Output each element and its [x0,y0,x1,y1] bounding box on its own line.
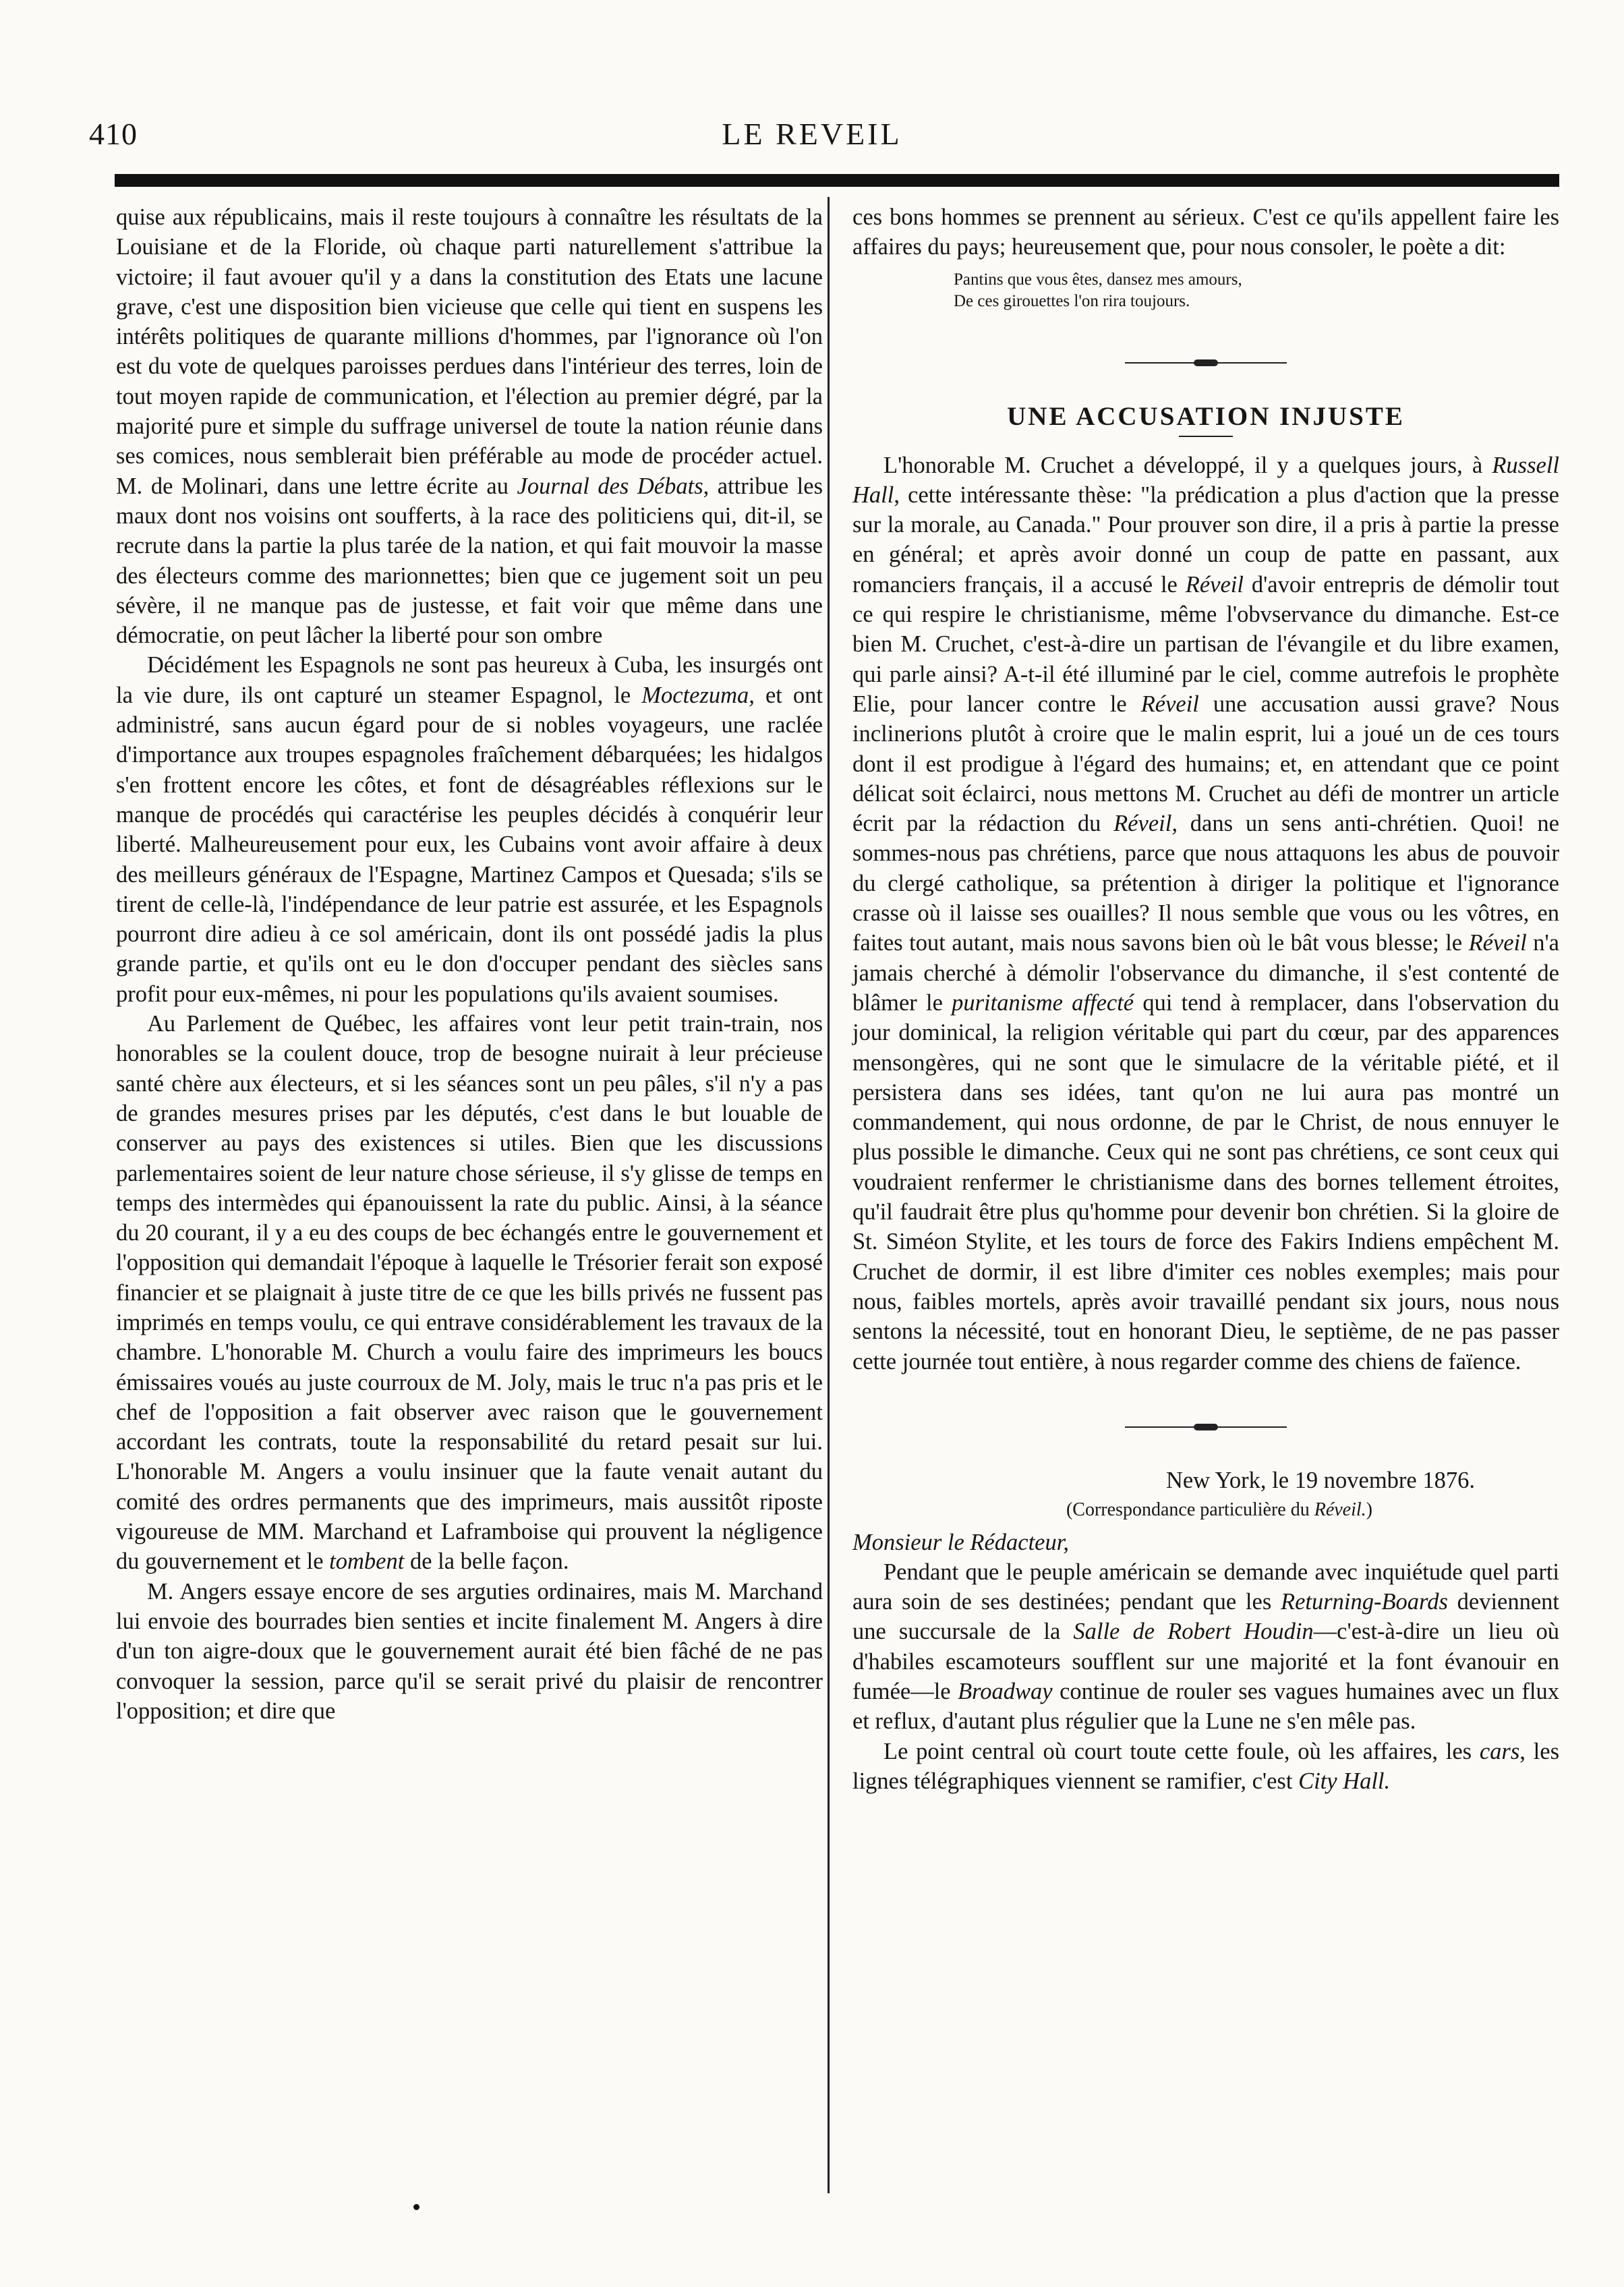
paragraph-continuation: ces bons hommes se prennent au sérieux. C'est ce qu'ils appellent faire les affaires du pays; heureusement que, pour nous consoler, le poète a dit: [852,204,1559,260]
column-divider [828,197,830,2193]
running-head: LE REVEIL [722,117,902,151]
verse-line: De ces girouettes l'on rira toujours. [954,291,1190,310]
verse-quote [954,269,1559,312]
title-rule [1179,436,1233,437]
verse-line: Pantins que vous êtes, dansez mes amours, [954,270,1242,289]
dateline: New York, le 19 novembre 1876. [1165,1467,1475,1493]
paragraph-cuba: Décidément les Espagnols ne sont pas heureux à Cuba, les insurgés ont la vie dure, ils ont capturé un steamer Espagnol, le Moctezuma, et ont administré, sans aucun égard pour de si nobles voyageurs, une raclée d'importance aux troupes espagnoles fraîchement débarquées; les hidalgos s'en frottent encore les côtes, et font de désagréables réflexions sur le manque de procédés qui caractérise les peuples décidés à conquérir leur liberté. Malheureusement pour eux, les Cubains vont avoir affaire à deux des meilleurs généraux de l'Espagne, Martinez Campos et Quesada; s'ils se tirent de celle-là, l'indépendance de leur patrie est assurée, et les Espagnols pourront dire adieu à ce sol américain, dont ils ont possédé jadis la plus grande partie, et qu'ils ont eu le don d'occuper pendant des siècles sans profit pour eux-mêmes, ni pour les populations qu'ils avaient soumises. [116,652,823,1007]
right-column [852,202,1559,1796]
paragraph-presidential-election: quise aux républicains, mais il reste toujours à connaître les résultats de la Louisiane et de la Floride, où chaque parti naturellement s'attribue la victoire; il faut avouer qu'il y a dans la constitution des Etats une lacune grave, c'est une disposition bien vicieuse que celle qui tient en suspens les intérêts politiques de quarante millions d'hommes, par l'ignorance où l'on est du vote de quelques paroisses perdues dans l'intérieur des terres, loin de tout moyen rapide de communication, et l'élection au premier dégré, par la majorité pure et simple du suffrage universel de toute la nation réunie dans ses comices, nous semblerait bien préférable au mode de procéder actuel. M. de Molinari, dans une lettre écrite au Journal des Débats, attribue les maux dont nos voisins ont soufferts, à la race des politiciens qui, dit-il, se recrute dans la partie la plus tarée de la nation, et qui fait mouvoir la masse des électeurs comme des marionnettes; bien que ce jugement soit un peu sévère, il ne manque pas de justesse, et fait voir que même dans une démocratie, on peut lâcher la liberté pour son ombre [116,204,823,649]
footer-dot [413,2204,419,2210]
header-rule [115,174,1559,187]
paragraph-angers: M. Angers essaye encore de ses arguties ordinaires, mais M. Marchand lui envoie des bourrades bien senties et incite finalement M. Angers à dire d'un ton aigre-doux que le gouvernement aurait été bien fâché de ne pas convoquer la session, parce qu'il se serait privé du plaisir de rencontrer l'opposition; et dire que [116,1578,823,1724]
section-title: UNE ACCUSATION INJUSTE [1007,401,1405,431]
left-column [116,202,823,1726]
section-ornament [1125,1424,1287,1430]
paragraph-accusation: L'honorable M. Cruchet a développé, il y a quelques jours, à Russell Hall, cette intéressante thèse: "la prédication a plus d'action que la presse sur la morale, au Canada." Pour prouver son dire, il a pris à partie la presse en général; et après avoir donné un coup de patte en passant, aux romanciers français, il a accusé le Réveil d'avoir entrepris de démolir tout ce qui respire le christianisme, même l'obvservance du dimanche. Est-ce bien M. Cruchet, c'est-à-dire un partisan de l'évangile et du libre examen, qui parle ainsi? A-t-il été illuminé par le ciel, comme autrefois le prophète Elie, pour lancer contre le Réveil une accusation aussi grave? Nous inclinerions plutôt à croire que le malin esprit, lui a joué un de ces tours dont il est prodigue à l'égard des humains; et, en attendant que ce point délicat soit éclairci, nous mettons M. Cruchet au défi de montrer un article écrit par la rédaction du Réveil, dans un sens anti-chrétien. Quoi! ne sommes-nous pas chrétiens, parce que nous attaquons les abus de pouvoir du clergé catholique, sa prétention à diriger la politique et l'ignorance crasse où il laisse ses ouailles? Il nous semble que vous ou les vôtres, en faites tout autant, mais nous savons bien où le bât vous blesse; le Réveil n'a jamais cherché à démolir l'observance du dimanche, il s'est contenté de blâmer le puritanisme affecté qui tend à remplacer, dans l'observation du jour dominical, la religion véritable qui part du cœur, par des apparences mensongères, qui ne sont que le simulacre de la véritable piété, et il persistera dans ses idées, tant qu'on ne lui aura pas montré un commandement, qui nous ordonne, de par le Christ, de nous ennuyer le plus possible le dimanche. Ceux qui ne sont pas chrétiens, ce sont ceux qui voudraient renfermer le christianisme dans des bornes tellement étroites, qu'il faudrait être plus qu'homme pour devenir bon chrétien. Si la gloire de St. Siméon Stylite, et les tours de force des Fakirs Indiens empêchent M. Cruchet de dormir, il est libre d'imiter ces nobles exemples; mais pour nous, faibles mortels, après avoir travaillé pendant six jours, nous nous sentons la nécessité, tout en honorant Dieu, le septième, de ne pas passer cette journée tout entière, à nous regarder comme des chiens de faïence. [852,452,1560,1374]
paragraph-new-york: Pendant que le peuple américain se demande avec inquiétude quel parti aura soin de ses destinées; pendant que les Returning-Boards deviennent une succursale de la Salle de Robert Houdin—c'est-à-dire un lieu où d'habiles escamoteurs soufflent sur une majorité et la font évanouir en fumée—le Broadway continue de rouler ses vagues humaines avec un flux et reflux, d'autant plus régulier que la Lune ne s'en mêle pas. [852,1559,1560,1735]
page-number: 410 [89,117,138,151]
salutation: Monsieur le Rédacteur, [852,1529,1069,1555]
paragraph-city-hall: Le point central où court toute cette foule, où les affaires, les cars, les lignes télégraphiques viennent se ramifier, c'est City Hall. [852,1738,1559,1794]
correspondence-note: (Correspondance particulière du Réveil.) [1066,1499,1372,1520]
paragraph-quebec-parliament: Au Parlement de Québec, les affaires vont leur petit train-train, nos honorables se la coulent douce, trop de besogne nuirait à leur précieuse santé chère aux électeurs, et si les séances sont un peu pâles, s'il n'y a pas de grandes mesures prises par les députés, c'est dans le but louable de conserver au pays des existences si utiles. Bien que les discussions parlementaires soient de leur nature chose sérieuse, il s'y glisse de temps en temps des intermèdes qui épanouissent la rate du public. Ainsi, à la séance du 20 courant, il y a eu des coups de bec échangés entre le gouvernement et l'opposition qui demandait l'époque à laquelle le Trésorier ferait son exposé financier et se plaignait à juste titre de ce que les bills privés ne fussent pas imprimés en temps voulu, ce qui entrave considérablement les travaux de la chambre. L'honorable M. Church a voulu faire des imprimeurs les boucs émissaires voués au juste courroux de M. Joly, mais le truc n'a pas pris et le chef de l'opposition a fait observer avec raison que le gouvernement accordant les contrats, toute la responsabilité du retard pesait sur lui. L'honorable M. Angers a voulu insinuer que la faute venait autant du comité des ordres permanents que des imprimeurs, mais aussitôt riposte vigoureuse de MM. Marchand et Laframboise qui prouvent la négligence du gouvernement et le tombent de la belle façon. [116,1011,823,1575]
section-ornament [1125,359,1287,366]
